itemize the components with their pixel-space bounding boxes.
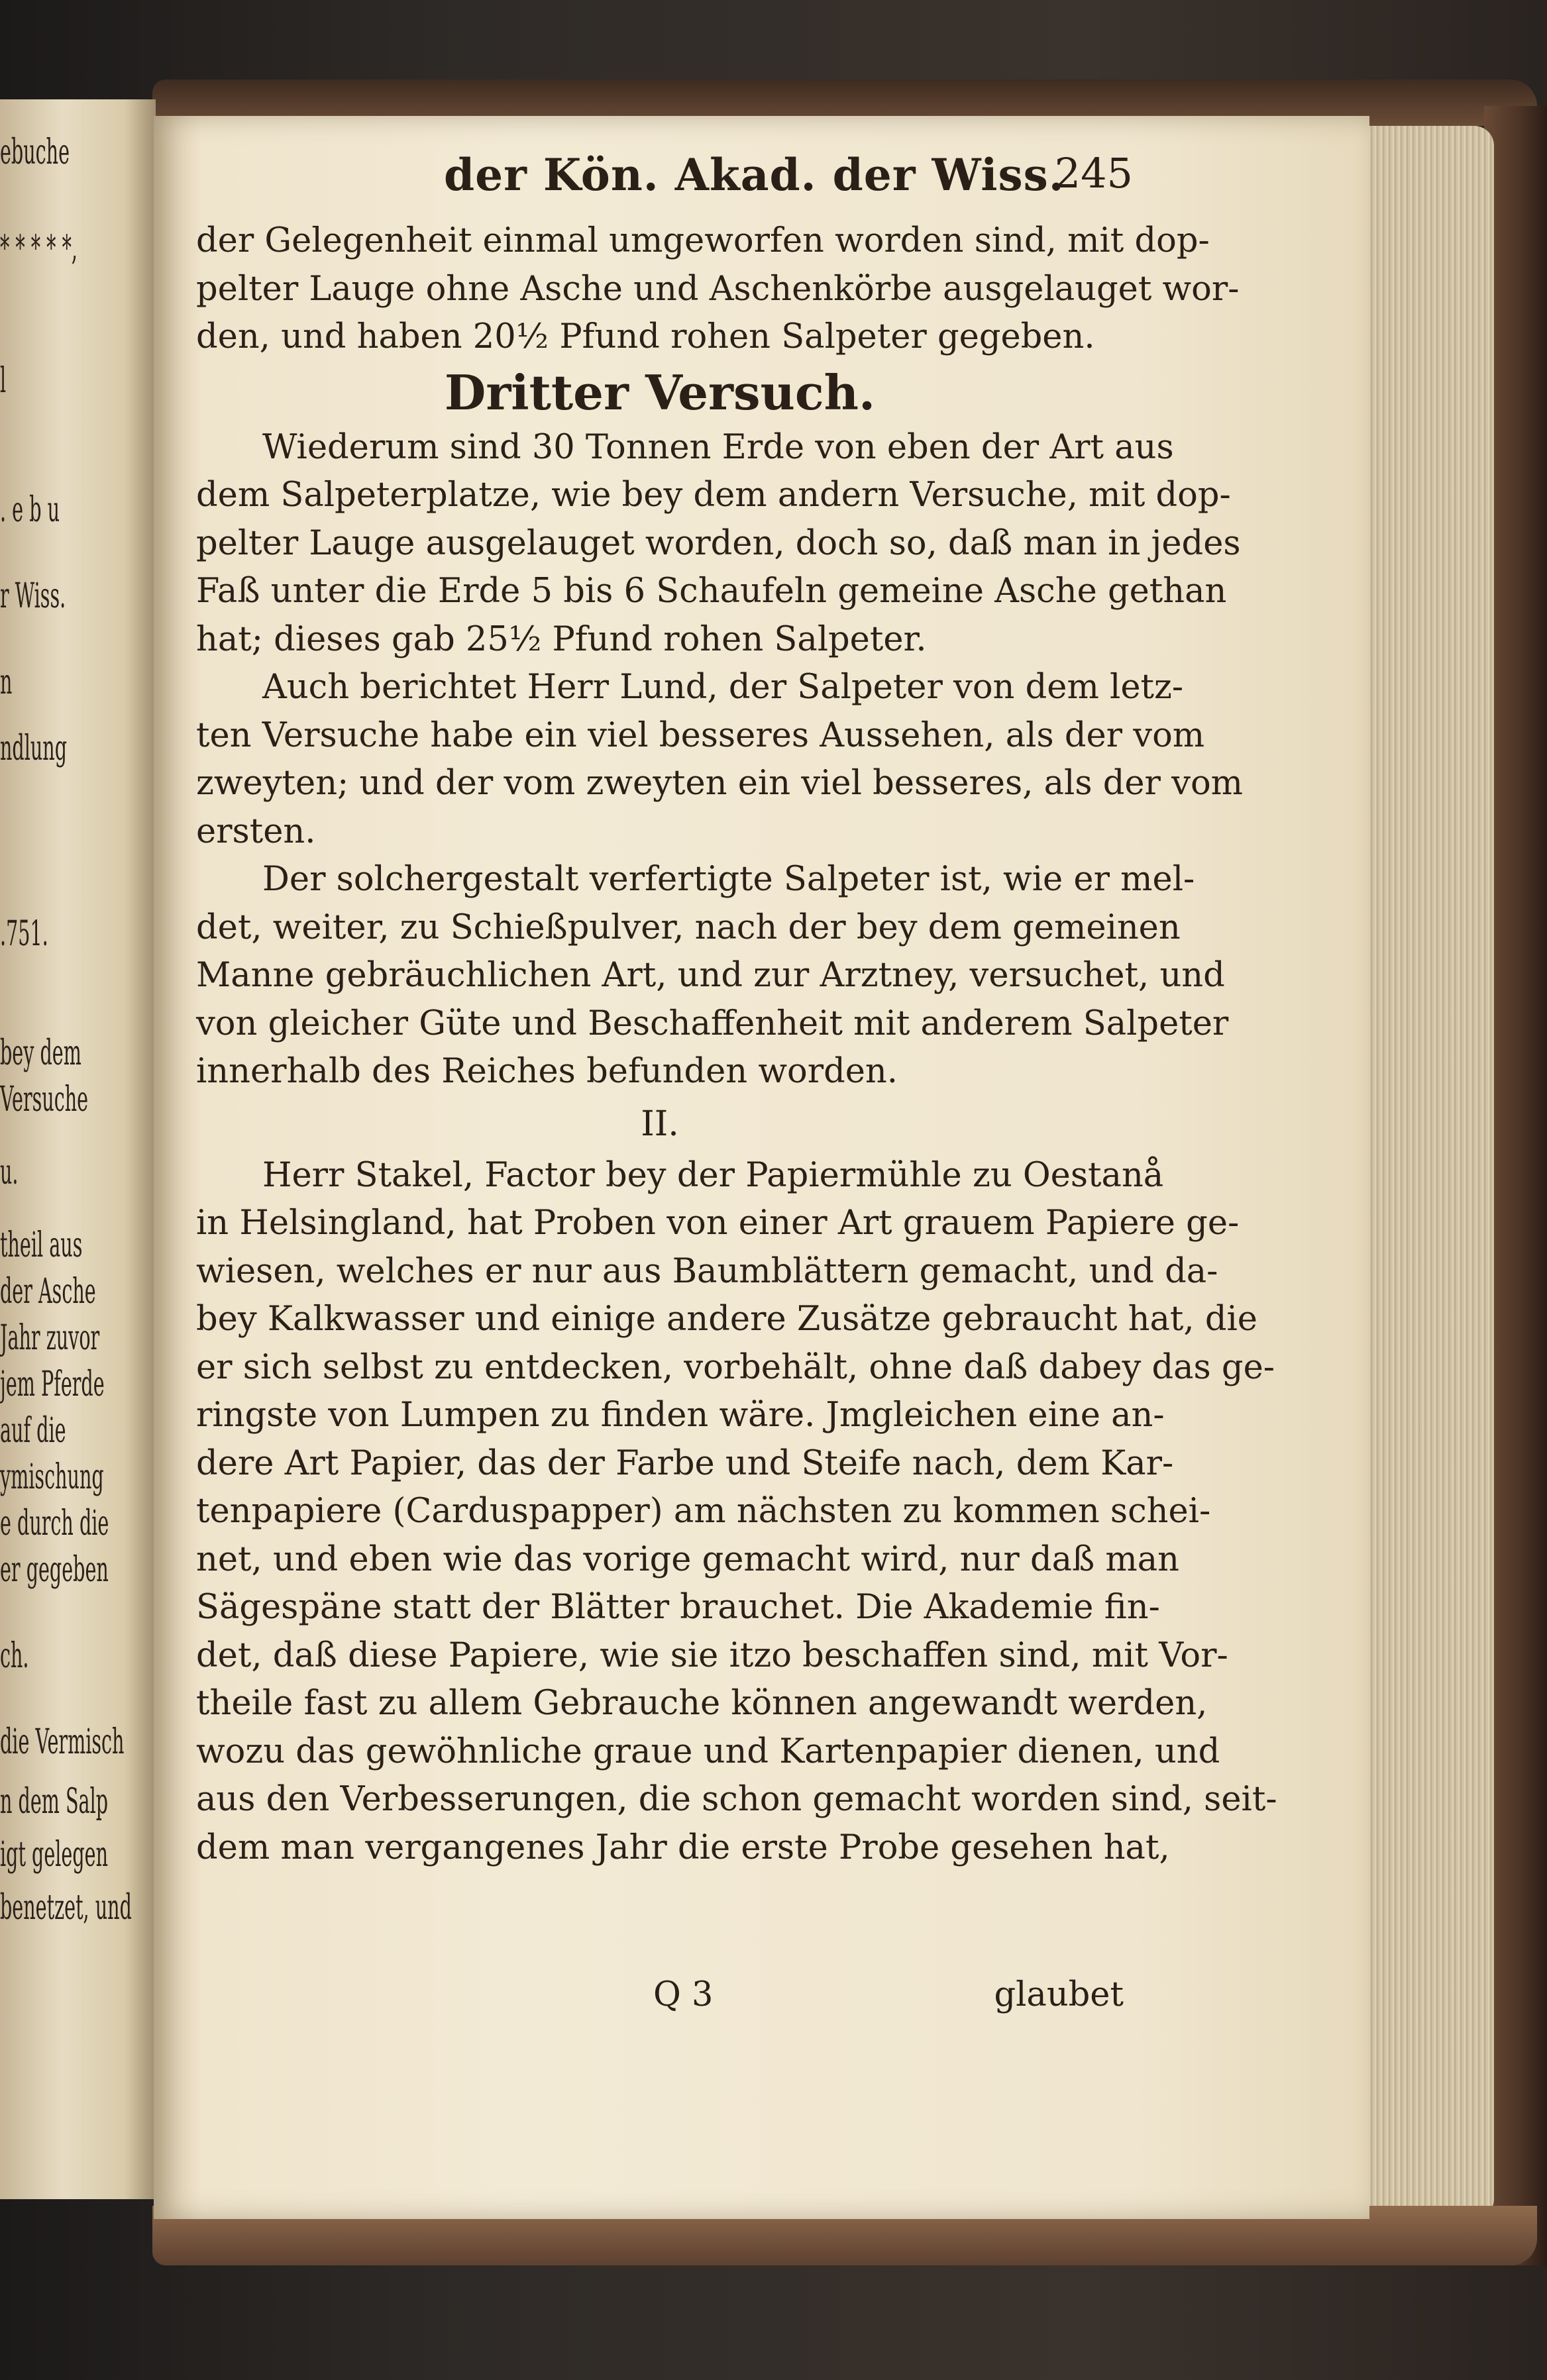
text-line: det, daß diese Papiere, wie sie itzo beschaffen sind, mit Vor- xyxy=(196,1635,1228,1675)
facing-page-fragment: der Asche xyxy=(0,1272,96,1312)
text-line: aus den Verbesserungen, die schon gemacht worden sind, seit- xyxy=(196,1780,1277,1819)
facing-page-fragment: Versuche xyxy=(0,1080,89,1119)
facing-page-fragment: er gegeben xyxy=(0,1550,109,1590)
facing-page-fragment: igt gelegen xyxy=(0,1835,108,1875)
text-line: net, und eben wie das vorige gemacht wird, nur daß man xyxy=(196,1539,1179,1579)
text-line: theile fast zu allem Gebrauche können angewandt werden, xyxy=(196,1684,1208,1723)
text-line: Auch berichtet Herr Lund, der Salpeter von dem letz- xyxy=(262,668,1184,707)
page-number: 245 xyxy=(1054,149,1133,197)
facing-page-fragment: . e b u xyxy=(0,490,60,530)
signature-mark: Q 3 xyxy=(653,1975,714,2014)
page-footer xyxy=(196,1975,1124,2022)
facing-page-fragment: ebuche xyxy=(0,132,70,172)
text-line: Faß unter die Erde 5 bis 6 Schaufeln gemeine Asche gethan xyxy=(196,572,1227,611)
facing-page-fragment: n dem Salp xyxy=(0,1782,109,1822)
facing-page-fragment: l xyxy=(0,361,7,401)
text-line: der Gelegenheit einmal umgeworfen worden sind, mit dop- xyxy=(196,221,1210,260)
text-line: wozu das gewöhnliche graue und Kartenpapier dienen, und xyxy=(196,1732,1220,1771)
section-heading: Dritter Versuch. xyxy=(444,364,876,421)
text-line: pelter Lauge ohne Asche und Aschenkörbe ausgelauget wor- xyxy=(196,269,1240,309)
text-line: innerhalb des Reiches befunden worden. xyxy=(196,1052,898,1091)
text-line: dem Salpeterplatze, wie bey dem andern Versuche, mit dop- xyxy=(196,476,1231,515)
facing-page-fragment: n xyxy=(0,662,13,702)
facing-page-fragment: ndlung xyxy=(0,729,68,768)
text-line: Manne gebräuchlichen Art, und zur Arztney, versuchet, und xyxy=(196,956,1225,995)
text-line: tenpapiere (Carduspapper) am nächsten zu kommen schei- xyxy=(196,1492,1211,1531)
section-number: II. xyxy=(641,1104,679,1144)
paragraph-saltpeter-quality xyxy=(196,856,1229,1096)
text-line: bey Kalkwasser und einige andere Zusätze gebraucht hat, die xyxy=(196,1300,1257,1339)
running-title: der Kön. Akad. der Wiss. xyxy=(444,149,1065,201)
text-line: Herr Stakel, Factor bey der Papiermühle zu Oestanå xyxy=(262,1155,1164,1195)
text-line: er sich selbst zu entdecken, vorbehält, ohne daß dabey das ge- xyxy=(196,1347,1275,1387)
text-line: hat; dieses gab 25½ Pfund rohen Salpeter. xyxy=(196,619,927,659)
facing-page-fragment: ch. xyxy=(0,1636,29,1676)
paragraph-paper-samples xyxy=(196,1152,1277,1873)
facing-page-fragment: die Vermisch xyxy=(0,1722,125,1762)
text-line: det, weiter, zu Schießpulver, nach der bey dem gemeinen xyxy=(196,907,1181,947)
text-line: ersten. xyxy=(196,811,316,851)
facing-page-fragment: bey dem xyxy=(0,1033,81,1073)
text-line: zweyten; und der vom zweyten ein viel besseres, als der vom xyxy=(196,764,1244,803)
running-header xyxy=(278,149,1133,209)
facing-page-fragment: .751. xyxy=(0,914,48,954)
paragraph-third-experiment xyxy=(196,424,1241,664)
page-body xyxy=(196,217,1277,1872)
catchword: glaubet xyxy=(994,1975,1124,2014)
text-line: ten Versuche habe ein viel besseres Aussehen, als der vom xyxy=(196,715,1205,755)
text-line: wiesen, welches er nur aus Baumblättern gemacht, und da- xyxy=(196,1251,1218,1291)
facing-page-fragment: e durch die xyxy=(0,1504,109,1543)
text-line: Sägespäne statt der Blätter brauchet. Die Akademie fin- xyxy=(196,1588,1160,1627)
facing-page-fragment: ymischung xyxy=(0,1457,104,1497)
facing-page-fragment: * * * * *, xyxy=(0,229,78,268)
text-line: dem man vergangenes Jahr die erste Probe gesehen hat, xyxy=(196,1828,1170,1867)
paragraph-lund-report xyxy=(196,664,1244,856)
text-line: dere Art Papier, das der Farbe und Steife nach, dem Kar- xyxy=(196,1443,1174,1483)
facing-page-fragment: auf die xyxy=(0,1411,66,1451)
text-line: in Helsingland, hat Proben von einer Art grauem Papiere ge- xyxy=(196,1204,1240,1243)
text-line: Der solchergestalt verfertigte Salpeter ist, wie er mel- xyxy=(262,860,1195,899)
text-line: von gleicher Güte und Beschaffenheit mit anderem Salpeter xyxy=(196,1004,1229,1043)
text-line: pelter Lauge ausgelauget worden, doch so, daß man in jedes xyxy=(196,523,1241,563)
text-line: den, und haben 20½ Pfund rohen Salpeter gegeben. xyxy=(196,317,1095,356)
text-line: ringste von Lumpen zu finden wäre. Jmgleichen eine an- xyxy=(196,1396,1165,1435)
facing-page-fragment: jem Pferde xyxy=(0,1365,105,1404)
facing-page xyxy=(0,99,156,2199)
paragraph-continued xyxy=(196,217,1240,362)
page-fore-edge xyxy=(1361,126,1494,2219)
facing-page-fragment: u. xyxy=(0,1153,19,1192)
text-line: Wiederum sind 30 Tonnen Erde von eben der Art aus xyxy=(262,427,1174,467)
facing-page-fragment: Jahr zuvor xyxy=(0,1318,100,1358)
facing-page-fragment: r Wiss. xyxy=(0,576,66,616)
facing-page-fragment: theil aus xyxy=(0,1225,83,1265)
facing-page-fragment: benetzet, und xyxy=(0,1888,132,1928)
